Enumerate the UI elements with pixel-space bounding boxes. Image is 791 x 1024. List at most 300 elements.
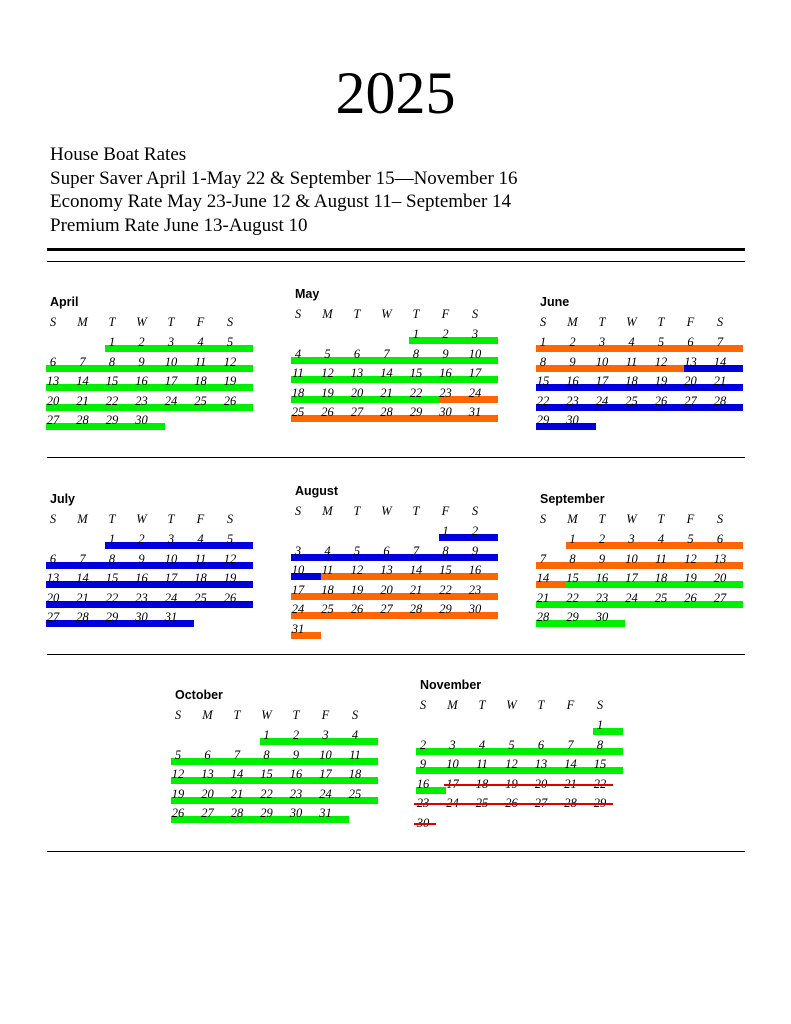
day-cell: 13 <box>46 571 60 585</box>
month-title: May <box>295 287 320 301</box>
day-cell: 28 <box>713 393 727 408</box>
day-cell: 10 <box>164 354 178 369</box>
day-cell: 24 <box>291 602 305 616</box>
day-cell: 20 <box>46 590 60 605</box>
super-saver-rate: Super Saver April 1-May 22 & September 15—November 16 <box>50 167 518 189</box>
weekday-label: W <box>261 708 272 722</box>
day-cell: 23 <box>135 590 148 605</box>
day-cell: 7 <box>79 354 86 369</box>
day-cell: 2 <box>442 327 449 341</box>
day-cell: 21 <box>230 786 244 801</box>
weekday-label: F <box>441 504 450 518</box>
weekday-label: W <box>136 512 147 526</box>
day-cell: 20 <box>380 582 393 597</box>
day-cell: 4 <box>197 532 204 546</box>
weekday-label: S <box>351 708 359 722</box>
rates-legend <box>50 143 518 237</box>
day-cell: 22 <box>566 590 579 605</box>
day-cell: 23 <box>566 393 579 408</box>
day-cell: 12 <box>223 354 237 369</box>
day-cell: 18 <box>194 571 207 585</box>
weekday-label: W <box>381 307 392 321</box>
day-cell: 5 <box>353 543 361 558</box>
day-cell: 8 <box>108 354 116 369</box>
day-cell: 2 <box>138 532 145 546</box>
day-cell: 15 <box>566 571 579 585</box>
day-cell: 15 <box>105 571 119 585</box>
unavailable-strike <box>414 803 613 805</box>
day-cell: 9 <box>598 551 606 566</box>
day-cell: 13 <box>684 354 697 369</box>
month-title: April <box>50 295 79 309</box>
day-cell: 29 <box>536 413 550 427</box>
day-cell: 18 <box>654 571 668 585</box>
day-cell: 29 <box>105 413 119 427</box>
day-cell: 7 <box>233 747 241 762</box>
weekday-label: F <box>566 698 575 712</box>
day-cell: 15 <box>409 366 423 380</box>
day-cell: 20 <box>46 393 60 408</box>
weekday-label: M <box>447 698 458 712</box>
day-cell: 3 <box>294 543 302 558</box>
day-cell: 5 <box>324 346 331 361</box>
day-cell: 4 <box>657 532 665 546</box>
day-cell: 15 <box>536 374 550 388</box>
day-cell: 20 <box>201 786 214 801</box>
day-cell: 18 <box>348 767 362 781</box>
day-cell: 9 <box>419 757 427 771</box>
day-cell: 1 <box>108 532 116 546</box>
month-title: September <box>540 492 605 506</box>
day-cell: 27 <box>350 405 364 419</box>
day-cell: 12 <box>223 551 237 566</box>
day-cell: 7 <box>383 346 390 361</box>
day-cell: 19 <box>654 374 668 388</box>
weekday-label: T <box>412 307 420 321</box>
day-cell: 3 <box>471 327 479 341</box>
weekday-label: F <box>196 512 205 526</box>
weekday-label: M <box>567 512 578 526</box>
weekday-label: T <box>353 504 361 518</box>
weekday-label: S <box>471 307 479 321</box>
day-cell: 28 <box>230 806 244 820</box>
day-cell: 26 <box>171 806 185 820</box>
month-title: August <box>295 484 339 498</box>
day-cell: 6 <box>204 747 211 762</box>
day-cell: 30 <box>595 610 609 624</box>
day-cell: 21 <box>409 582 423 597</box>
day-cell: 15 <box>260 767 273 781</box>
day-cell: 8 <box>569 551 576 566</box>
day-cell: 26 <box>350 602 364 616</box>
day-cell: 20 <box>713 571 727 585</box>
day-cell: 1 <box>442 524 449 538</box>
day-cell: 3 <box>598 335 606 349</box>
day-cell: 24 <box>595 393 609 408</box>
day-cell: 26 <box>223 393 237 408</box>
day-cell: 11 <box>349 747 361 762</box>
weekday-label: M <box>322 504 333 518</box>
day-cell: 13 <box>534 757 548 771</box>
weekday-label: T <box>412 504 420 518</box>
day-cell: 22 <box>536 393 550 408</box>
day-cell: 21 <box>76 590 89 605</box>
day-cell: 27 <box>684 393 697 408</box>
weekday-label: T <box>108 512 116 526</box>
day-cell: 25 <box>194 393 207 408</box>
day-cell: 30 <box>135 413 148 427</box>
day-cell: 11 <box>292 366 304 380</box>
weekday-label: M <box>77 512 88 526</box>
day-cell: 8 <box>596 737 604 752</box>
day-cell: 7 <box>79 551 86 566</box>
month-title: June <box>540 295 570 309</box>
day-cell: 26 <box>654 393 668 408</box>
day-cell: 27 <box>46 413 60 427</box>
day-cell: 1 <box>596 718 604 732</box>
day-cell: 9 <box>138 354 145 369</box>
day-cell: 18 <box>625 374 638 388</box>
day-cell: 12 <box>321 366 334 380</box>
day-cell: 8 <box>108 551 116 566</box>
day-cell: 17 <box>319 767 332 781</box>
divider-bottom <box>47 851 745 852</box>
day-cell: 22 <box>409 385 423 400</box>
year-title: 2025 <box>335 60 456 126</box>
day-cell: 4 <box>628 335 635 349</box>
day-cell: 27 <box>713 590 727 605</box>
weekday-label: T <box>233 708 241 722</box>
day-cell: 11 <box>194 551 207 566</box>
weekday-label: S <box>471 504 479 518</box>
weekday-label: T <box>657 315 665 329</box>
day-cell: 8 <box>412 346 420 361</box>
day-cell: 27 <box>46 610 60 624</box>
day-cell: 13 <box>350 366 364 380</box>
weekday-label: F <box>441 307 450 321</box>
weekday-label: M <box>322 307 333 321</box>
day-cell: 5 <box>657 335 665 349</box>
day-cell: 23 <box>439 385 452 400</box>
premium-rate: Premium Rate June 13-August 10 <box>50 214 308 236</box>
day-cell: 28 <box>76 413 89 427</box>
day-cell: 12 <box>654 354 668 369</box>
weekday-label: T <box>478 698 486 712</box>
day-cell: 19 <box>223 571 237 585</box>
day-cell: 1 <box>108 335 116 349</box>
weekday-label: T <box>167 512 175 526</box>
day-cell: 6 <box>49 354 57 369</box>
weekday-label: W <box>506 698 517 712</box>
day-cell: 14 <box>564 757 577 771</box>
day-cell: 1 <box>412 327 420 341</box>
weekday-label: M <box>567 315 578 329</box>
day-cell: 11 <box>625 354 638 369</box>
day-cell: 25 <box>654 590 668 605</box>
day-cell: 16 <box>135 571 148 585</box>
day-cell: 25 <box>291 405 305 419</box>
day-cell: 29 <box>105 610 119 624</box>
day-cell: 6 <box>383 543 390 558</box>
day-cell: 25 <box>625 393 638 408</box>
day-cell: 30 <box>135 610 148 624</box>
day-cell: 12 <box>505 757 518 771</box>
day-cell: 3 <box>449 737 456 752</box>
day-cell: 24 <box>625 590 638 605</box>
day-cell: 16 <box>468 563 482 577</box>
weekday-label: T <box>657 512 665 526</box>
day-cell: 19 <box>321 385 334 400</box>
day-cell: 10 <box>446 757 459 771</box>
weekday-label: T <box>353 307 361 321</box>
day-cell: 10 <box>164 551 178 566</box>
day-cell: 24 <box>319 786 332 801</box>
day-cell: 14 <box>409 563 423 577</box>
day-cell: 23 <box>289 786 303 801</box>
weekday-label: F <box>196 315 205 329</box>
day-cell: 9 <box>442 346 449 361</box>
day-cell: 15 <box>593 757 607 771</box>
day-cell: 5 <box>687 532 694 546</box>
weekday-label: S <box>716 512 724 526</box>
weekday-label: T <box>598 315 606 329</box>
weekday-label: S <box>174 708 182 722</box>
day-cell: 14 <box>380 366 393 380</box>
day-cell: 9 <box>471 543 479 558</box>
day-cell: 30 <box>289 806 303 820</box>
day-cell: 17 <box>595 374 609 388</box>
weekday-label: T <box>598 512 606 526</box>
day-cell: 30 <box>566 413 579 427</box>
day-cell: 4 <box>294 346 302 361</box>
day-cell: 1 <box>569 532 576 546</box>
day-cell: 22 <box>439 582 452 597</box>
day-cell: 4 <box>478 737 486 752</box>
divider-row2 <box>47 654 745 655</box>
day-cell: 6 <box>353 346 361 361</box>
day-cell: 23 <box>135 393 148 408</box>
day-cell: 16 <box>289 767 303 781</box>
day-cell: 17 <box>468 366 482 380</box>
day-cell: 17 <box>164 571 178 585</box>
day-cell: 18 <box>321 582 334 597</box>
day-cell: 8 <box>263 747 270 762</box>
day-cell: 28 <box>409 602 423 616</box>
day-cell: 6 <box>49 551 57 566</box>
day-cell: 7 <box>412 543 420 558</box>
day-cell: 10 <box>291 563 305 577</box>
day-cell: 8 <box>442 543 449 558</box>
weekday-label: T <box>537 698 545 712</box>
day-cell: 8 <box>539 354 547 369</box>
day-cell: 26 <box>684 590 697 605</box>
day-cell: 14 <box>76 571 89 585</box>
day-cell: 6 <box>537 737 545 752</box>
day-cell: 11 <box>194 354 207 369</box>
day-cell: 29 <box>439 602 452 616</box>
day-cell: 15 <box>105 374 119 388</box>
day-cell: 22 <box>105 590 119 605</box>
weekday-label: T <box>292 708 300 722</box>
day-cell: 1 <box>539 335 547 349</box>
day-cell: 5 <box>508 737 515 752</box>
day-cell: 7 <box>539 551 547 566</box>
weekday-label: S <box>226 315 234 329</box>
day-cell: 30 <box>468 602 482 616</box>
weekday-label: S <box>49 512 57 526</box>
day-cell: 2 <box>292 728 300 742</box>
day-cell: 17 <box>291 582 305 597</box>
day-cell: 3 <box>167 335 175 349</box>
day-cell: 2 <box>598 532 606 546</box>
weekday-label: W <box>626 512 637 526</box>
weekday-label: F <box>686 512 695 526</box>
day-cell: 25 <box>348 786 362 801</box>
day-cell: 25 <box>321 602 334 616</box>
day-cell: 7 <box>567 737 574 752</box>
weekday-label: W <box>626 315 637 329</box>
weekday-label: M <box>77 315 88 329</box>
day-cell: 12 <box>171 767 185 781</box>
day-cell: 11 <box>476 757 488 771</box>
day-cell: 3 <box>628 532 635 546</box>
day-cell: 4 <box>351 728 359 742</box>
day-cell: 15 <box>439 563 452 577</box>
day-cell: 29 <box>409 405 423 419</box>
day-cell: 25 <box>194 590 207 605</box>
day-cell: 19 <box>684 571 697 585</box>
day-cell: 6 <box>716 532 724 546</box>
weekday-label: T <box>108 315 116 329</box>
weekday-label: F <box>321 708 330 722</box>
day-cell: 13 <box>201 767 214 781</box>
day-cell: 17 <box>625 571 638 585</box>
day-cell: 5 <box>174 747 182 762</box>
day-cell: 20 <box>684 374 697 388</box>
day-cell: 9 <box>292 747 300 762</box>
day-cell: 27 <box>201 806 214 820</box>
day-cell: 2 <box>569 335 576 349</box>
day-cell: 12 <box>350 563 364 577</box>
weekday-label: S <box>294 307 302 321</box>
day-cell: 10 <box>468 346 482 361</box>
day-cell: 14 <box>536 571 550 585</box>
day-cell: 26 <box>223 590 237 605</box>
weekday-label: T <box>167 315 175 329</box>
day-cell: 24 <box>468 385 482 400</box>
weekday-label: S <box>226 512 234 526</box>
day-cell: 14 <box>230 767 244 781</box>
day-cell: 31 <box>164 610 178 624</box>
day-cell: 14 <box>713 354 727 369</box>
header-divider <box>47 248 745 251</box>
day-cell: 31 <box>291 621 305 636</box>
economy-rate: Economy Rate May 23-June 12 & August 11– September 14 <box>50 191 512 212</box>
day-cell: 13 <box>380 563 393 577</box>
day-cell: 14 <box>76 374 89 388</box>
day-cell: 5 <box>226 532 234 546</box>
day-cell: 16 <box>135 374 148 388</box>
weekday-label: S <box>716 315 724 329</box>
day-cell: 21 <box>713 374 727 388</box>
day-cell: 29 <box>566 610 579 624</box>
unavailable-strike <box>444 784 614 786</box>
day-cell: 17 <box>164 374 178 388</box>
rates-heading: House Boat Rates <box>50 144 187 165</box>
day-cell: 3 <box>322 728 329 742</box>
day-cell: 19 <box>223 374 237 388</box>
day-cell: 20 <box>350 385 364 400</box>
day-cell: 22 <box>105 393 119 408</box>
day-cell: 16 <box>566 374 579 388</box>
day-cell: 28 <box>380 405 393 419</box>
divider-row1 <box>47 457 745 458</box>
day-cell: 9 <box>569 354 576 369</box>
weekday-label: F <box>686 315 695 329</box>
day-cell: 9 <box>138 551 145 566</box>
day-cell: 2 <box>419 737 427 752</box>
day-cell: 30 <box>439 405 452 419</box>
day-cell: 23 <box>468 582 482 597</box>
day-cell: 28 <box>536 610 550 624</box>
day-cell: 5 <box>226 335 234 349</box>
day-cell: 12 <box>684 551 697 566</box>
day-cell: 31 <box>319 806 332 820</box>
day-cell: 22 <box>260 786 273 801</box>
day-cell: 27 <box>380 602 393 616</box>
month-title: October <box>175 688 223 702</box>
day-cell: 3 <box>167 532 175 546</box>
day-cell: 7 <box>716 335 724 349</box>
weekday-label: S <box>49 315 57 329</box>
weekday-label: S <box>419 698 427 712</box>
weekday-label: S <box>539 512 547 526</box>
weekday-label: S <box>294 504 302 518</box>
day-cell: 13 <box>713 551 727 566</box>
day-cell: 4 <box>324 543 331 558</box>
day-cell: 16 <box>416 776 430 791</box>
day-cell: 16 <box>595 571 609 585</box>
day-cell: 1 <box>263 728 270 742</box>
day-cell: 11 <box>321 563 334 577</box>
month-title: July <box>50 492 76 506</box>
day-cell: 28 <box>76 610 89 624</box>
day-cell: 19 <box>350 582 364 597</box>
day-cell: 18 <box>291 385 305 400</box>
day-cell: 21 <box>76 393 89 408</box>
day-cell: 2 <box>138 335 145 349</box>
divider-top <box>47 261 745 262</box>
weekday-label: W <box>381 504 392 518</box>
day-cell: 10 <box>319 747 332 762</box>
day-cell: 10 <box>595 354 609 369</box>
day-cell: 26 <box>321 405 334 419</box>
day-cell: 10 <box>625 551 638 566</box>
day-cell: 18 <box>194 374 207 388</box>
day-cell: 21 <box>536 590 550 605</box>
unavailable-strike <box>414 823 436 825</box>
day-cell: 2 <box>471 524 479 538</box>
weekday-label: W <box>136 315 147 329</box>
month-title: November <box>420 678 482 692</box>
day-cell: 21 <box>380 385 393 400</box>
day-cell: 23 <box>595 590 609 605</box>
day-cell: 4 <box>197 335 204 349</box>
day-cell: 24 <box>164 590 178 605</box>
weekday-label: S <box>539 315 547 329</box>
day-cell: 31 <box>468 405 482 419</box>
day-cell: 6 <box>687 335 694 349</box>
